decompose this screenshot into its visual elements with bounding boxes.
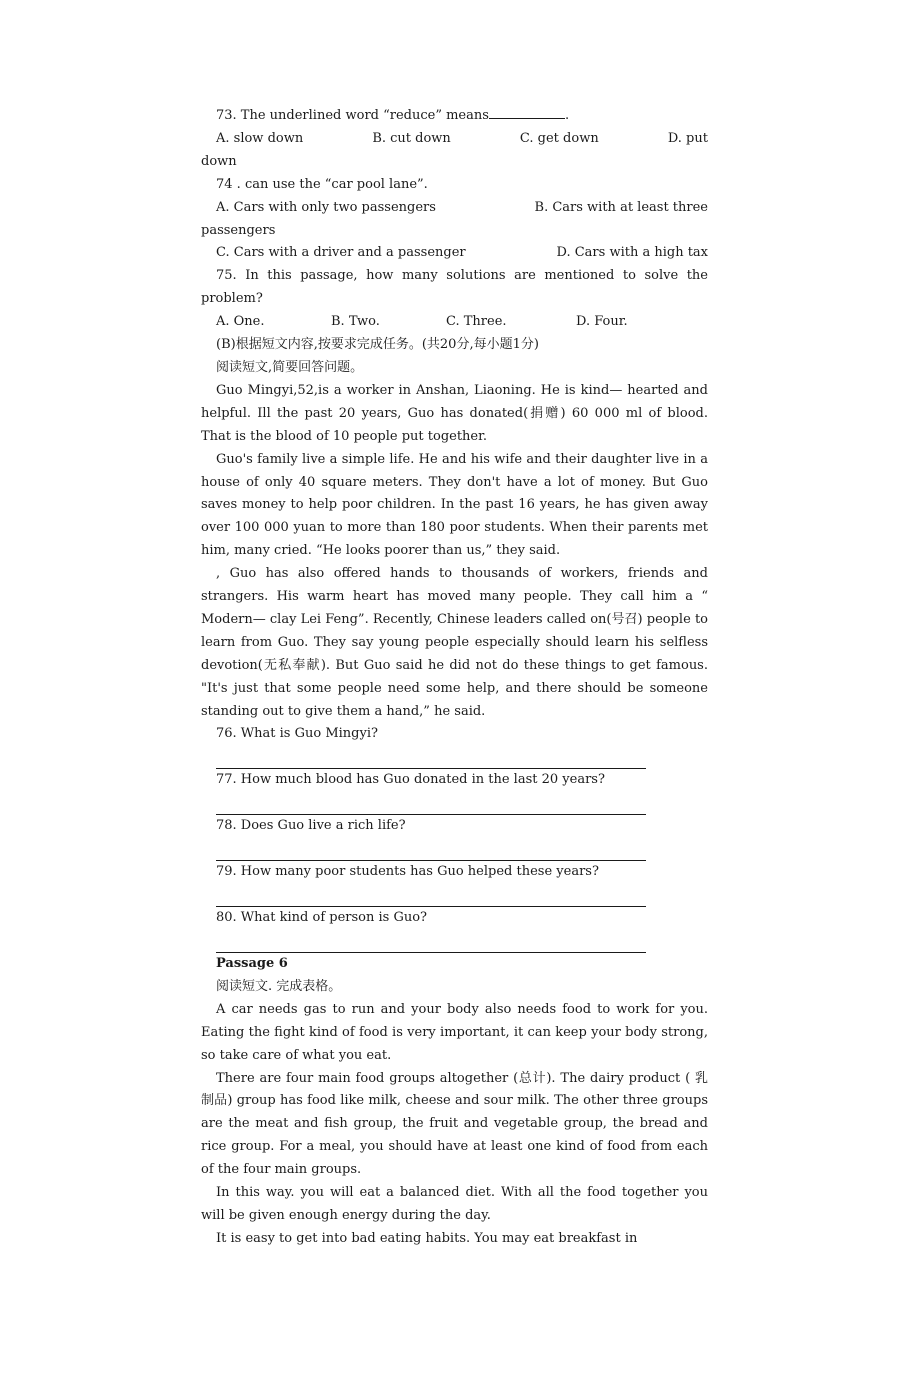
document-page xyxy=(201,104,708,1251)
question-73-end: . xyxy=(564,108,570,123)
answer-line xyxy=(216,930,646,953)
passage-paragraph: There are four main food groups altogether (总计). The dairy product ( 乳制品) group has food like milk, cheese and sour milk. The other three groups are the meat and fish group, the fruit and vegetable group, the bread and rice group. For a meal, you should have at least one kind of food from each of the four main groups. xyxy=(201,1070,708,1178)
answer-line xyxy=(216,792,646,815)
option-c: C. Three. xyxy=(446,314,507,330)
question-76: 76. What is Guo Mingyi? xyxy=(216,726,378,742)
option-a: A. One. xyxy=(216,314,265,330)
answer-line xyxy=(216,838,646,861)
question-74-options-cd xyxy=(201,242,708,265)
option-c: C. Cars with a driver and a passenger xyxy=(216,245,466,261)
question-75-options xyxy=(201,311,708,334)
option-d: D. Four. xyxy=(576,314,628,330)
option-b: B. Cars with at least three xyxy=(534,199,708,215)
answer-line xyxy=(216,884,646,907)
option-c: C. get down xyxy=(519,130,599,146)
option-a: A. slow down xyxy=(216,130,304,146)
answer-line xyxy=(216,746,646,769)
question-73-stem: 73. The underlined word “reduce” means xyxy=(216,108,489,123)
option-d: D. put xyxy=(667,130,708,146)
option-a: A. Cars with only two passengers xyxy=(216,199,436,215)
passage-paragraph: Guo's family live a simple life. He and his wife and their daughter live in a house of only 40 square meters. They don't have a lot of money. But Guo saves money to help poor children. In the past 16 years, he has given away over 100 000 yuan to more than 180 poor students. When their parents met him, many cried. “He looks poorer than us,” they said. xyxy=(201,451,708,559)
passage-paragraph: Guo Mingyi,52,is a worker in Anshan, Liaoning. He is kind— hearted and helpful. Ill the past 20 years, Guo has donated(捐赠) 60 000 ml of blood. That is the blood of 10 people put together. xyxy=(201,382,708,444)
section-instruction: 阅读短文. 完成表格。 xyxy=(216,978,342,994)
question-77: 77. How much blood has Guo donated in the last 20 years? xyxy=(216,772,605,788)
question-73 xyxy=(201,104,708,128)
question-74: 74 . can use the “car pool lane”. xyxy=(216,176,428,192)
option-wrap: down xyxy=(201,153,237,169)
question-75: 75. In this passage, how many solutions are mentioned to solve the problem? xyxy=(201,268,708,307)
passage-paragraph: In this way. you will eat a balanced diet. With all the food together you will be given enough energy during the day. xyxy=(201,1185,708,1223)
question-78: 78. Does Guo live a rich life? xyxy=(216,818,406,834)
option-b: B. Two. xyxy=(331,314,380,330)
answer-blank xyxy=(489,104,565,119)
option-b: B. cut down xyxy=(372,130,451,146)
passage-paragraph: A car needs gas to run and your body also needs food to work for you. Eating the fight kind of food is very important, it can keep your body strong, so take care of what you eat. xyxy=(201,1001,708,1063)
passage-paragraph: It is easy to get into bad eating habits. You may eat breakfast in xyxy=(216,1230,638,1246)
question-79: 79. How many poor students has Guo helped these years? xyxy=(216,864,599,880)
question-80: 80. What kind of person is Guo? xyxy=(216,910,428,926)
section-instruction: (B)根据短文内容,按要求完成任务。(共20分,每小题1分) xyxy=(216,337,539,353)
option-d: D. Cars with a high tax xyxy=(556,245,708,261)
passage-title: Passage 6 xyxy=(216,956,288,971)
question-74-options-ab xyxy=(201,197,708,220)
section-subinstruction: 阅读短文,简要回答问题。 xyxy=(216,359,364,375)
passage-paragraph: , Guo has also offered hands to thousands of workers, friends and strangers. His warm heart has moved many people. They call him a “ Modern— clay Lei Feng”. Recently, Chinese leaders called on(号召) people to learn from Guo. They say young people especially should learn his selfless devotion(无私奉献). But Guo said he did not do these things to get famous. "It's just that some people need some help, and there should be someone standing out to give them a hand,” he said. xyxy=(201,566,708,719)
question-73-options xyxy=(201,128,708,151)
option-wrap: passengers xyxy=(201,222,276,238)
